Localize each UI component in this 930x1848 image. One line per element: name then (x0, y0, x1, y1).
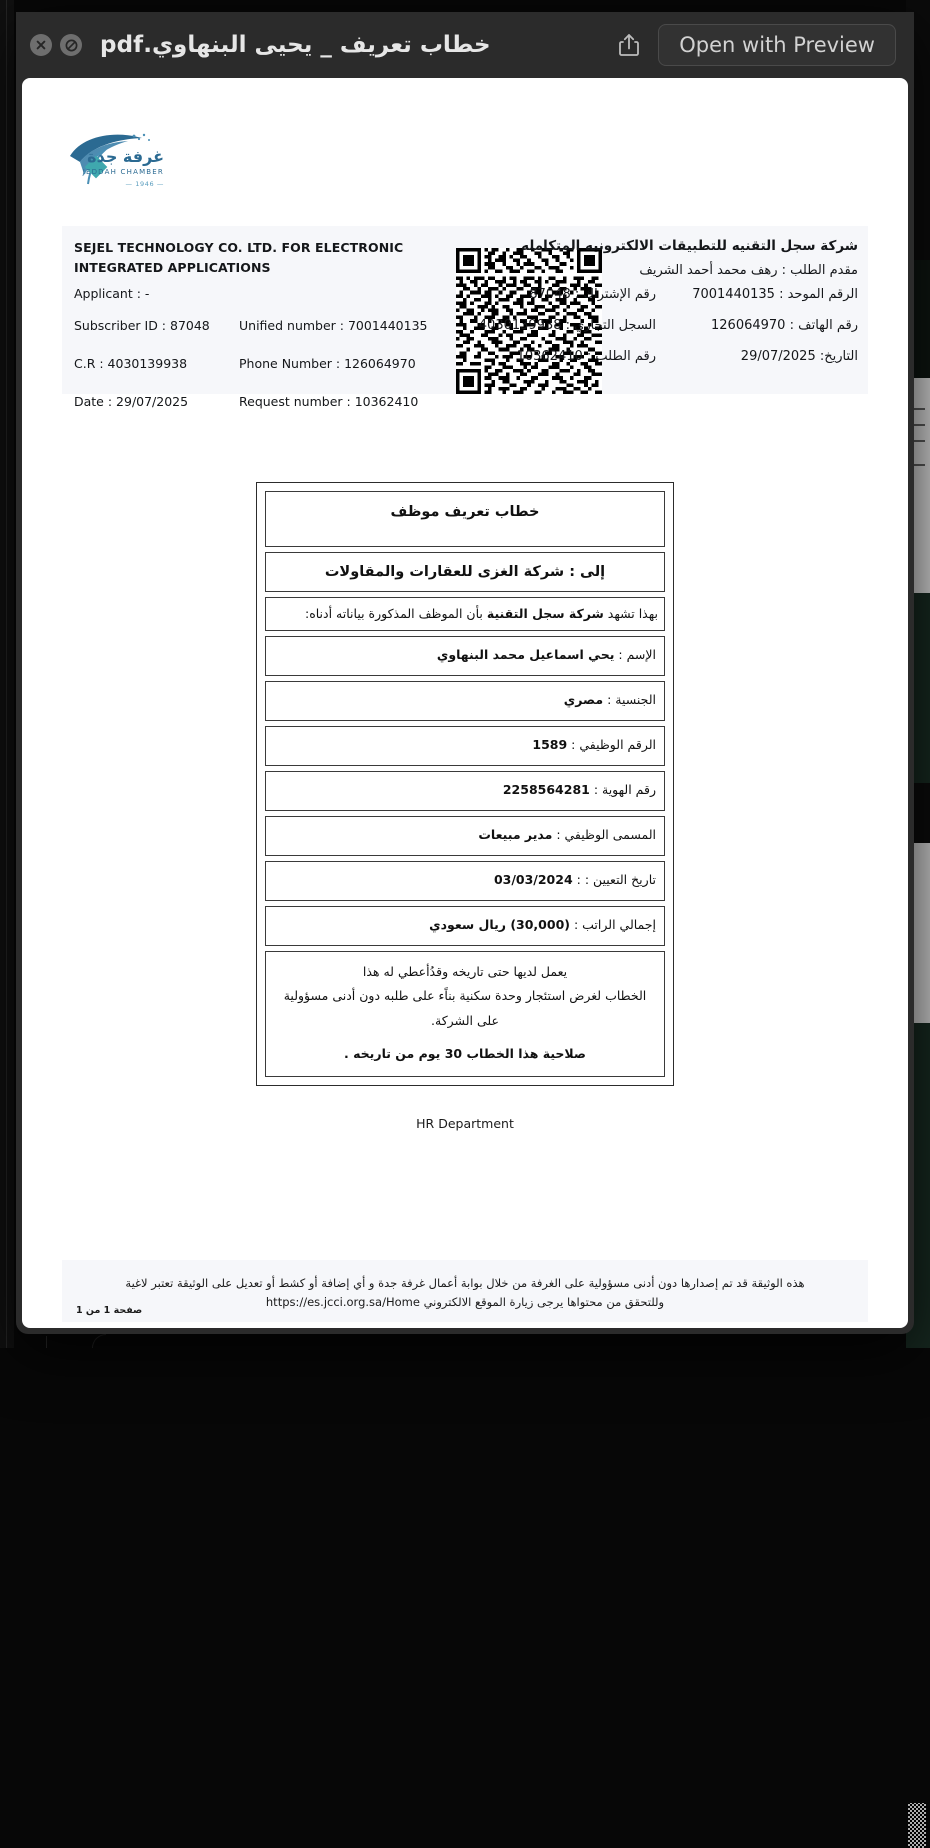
share-icon[interactable] (612, 28, 646, 62)
closing-line-1: يعمل لديها حتى تاريخه وقدُأعطي له هذا (362, 963, 568, 979)
unified-number-en: Unified number : 7001440135 (239, 317, 428, 333)
info-english-block (74, 238, 444, 409)
field-hire-date (265, 861, 665, 901)
closing-line-2: الخطاب لغرض استئجار وحدة سكنية بناًء على طلبه دون أدنى مسؤولية على الشركة. (283, 988, 647, 1028)
background-qr-code-icon (908, 1803, 926, 1848)
close-icon[interactable] (30, 34, 52, 56)
field-label: المسمى الوظيفي : (552, 826, 656, 842)
footer-disclaimer-line-2 (80, 1293, 850, 1312)
field-value: مدير مبيعات (478, 826, 553, 842)
cr-number-ar: السجل التجاري : 4030139938 (478, 317, 656, 333)
date-en: Date : 29/07/2025 (74, 393, 189, 409)
letter-title: خطاب تعريف موظف (265, 491, 665, 547)
footer-disclaimer-line-1: هذه الوثيقة قد تم إصدارها دون أدنى مسؤولية على الغرفة من خلال بوابة أعمال غرفة جدة و أي إضافة أو كشط أو تعديل على الوثيقة تعتبر لاغية (125, 1276, 805, 1290)
field-nationality (265, 681, 665, 721)
field-job-title (265, 816, 665, 856)
field-label: رقم الهوية : (589, 781, 656, 797)
quick-look-window (16, 12, 914, 1334)
field-label: الإسم : (614, 646, 656, 662)
company-name-en: SEJEL TECHNOLOGY CO. LTD. FOR ELECTRONIC INTEGRATED APPLICATIONS (74, 240, 404, 276)
window-edge-line (6, 0, 7, 1348)
footer-verify-text: وللتحقق من محتواها يرجى زيارة الموقع الالكتروني (419, 1294, 665, 1309)
closing-validity: صلاحية هذا الخطاب 30 يوم من تاريخه . (343, 1046, 587, 1061)
window-title: خطاب تعريف _ يحيى البنهاوي.pdf (100, 32, 491, 58)
footer-url[interactable]: https://es.jcci.org.sa/Home (265, 1294, 420, 1309)
field-id-number (265, 771, 665, 811)
info-english-grid (74, 318, 444, 409)
logo-english-text: JEDDAH CHAMBER (82, 168, 164, 176)
field-value: يحي اسماعيل محمد البنهاوي (436, 646, 615, 662)
unified-number-ar: الرقم الموحد : 7001440135 (692, 286, 858, 302)
pdf-page-content (22, 78, 908, 1328)
page-number: صفحة 1 من 1 (76, 1305, 143, 1316)
intro-company: شركة سجل التقنية (486, 606, 604, 621)
logo-arabic-text: غرفة جدة (87, 147, 164, 166)
phone-number-ar: رقم الهاتف : 126064970 (711, 317, 858, 333)
date-ar: التاريخ: 29/07/2025 (740, 348, 858, 364)
employment-letter-table (256, 482, 674, 1086)
letter-intro (265, 597, 665, 631)
field-value: 2258564281 (502, 781, 590, 797)
field-value: 1589 (532, 736, 568, 752)
request-number-ar: رقم الطلب : 10362410 (516, 348, 656, 364)
info-arabic-block (458, 236, 858, 366)
field-label: تاريخ التعيين : : (572, 871, 656, 887)
background-dock-line (46, 1336, 47, 1348)
field-employee-number (265, 726, 665, 766)
field-label: الجنسية : (603, 691, 656, 707)
field-value: مصري (563, 691, 604, 707)
request-number-en: Request number : 10362410 (239, 393, 419, 409)
cr-number-en: C.R : 4030139938 (74, 355, 188, 371)
company-name-ar: شركة سجل التقنيه للتطبيقات الالكترونيه المتكامله (521, 238, 858, 254)
markup-disabled-icon[interactable] (60, 34, 82, 56)
document-footer (62, 1260, 868, 1322)
document-info-band (62, 226, 868, 409)
pdf-page[interactable] (22, 78, 908, 1328)
field-total-salary (265, 906, 665, 946)
logo-year-text: — 1946 — (125, 180, 164, 188)
quick-look-titlebar (16, 12, 914, 78)
field-value: (30,000) ريال سعودي (429, 916, 570, 932)
signature-block: HR Department (416, 1116, 514, 1131)
intro-suffix: بأن الموظف المذكورة بياناته أدناه: (304, 606, 487, 621)
background-window-corner (92, 1334, 106, 1348)
field-employee-name (265, 636, 665, 676)
info-arabic-grid (458, 286, 858, 367)
field-label: الرقم الوظيفي : (567, 736, 656, 752)
subscriber-id-ar: رقم الإشتراك : 87048 (529, 286, 656, 302)
field-label: إجمالي الراتب : (570, 916, 656, 932)
background-window-left-strip[interactable] (0, 0, 14, 1348)
open-with-preview-button[interactable]: Open with Preview (658, 24, 896, 66)
intro-prefix: بهذا تشهد (603, 606, 658, 621)
applicant-ar: مقدم الطلب : رهف محمد أحمد الشريف (639, 262, 858, 278)
field-value: 03/03/2024 (493, 871, 573, 887)
applicant-en: Applicant : - (74, 285, 150, 301)
jeddah-chamber-logo (64, 126, 174, 194)
letter-recipient: إلى : شركة الغزى للعقارات والمقاولات (265, 552, 665, 592)
subscriber-id-en: Subscriber ID : 87048 (74, 317, 210, 333)
letter-closing (265, 951, 665, 1078)
phone-number-en: Phone Number : 126064970 (239, 355, 416, 371)
